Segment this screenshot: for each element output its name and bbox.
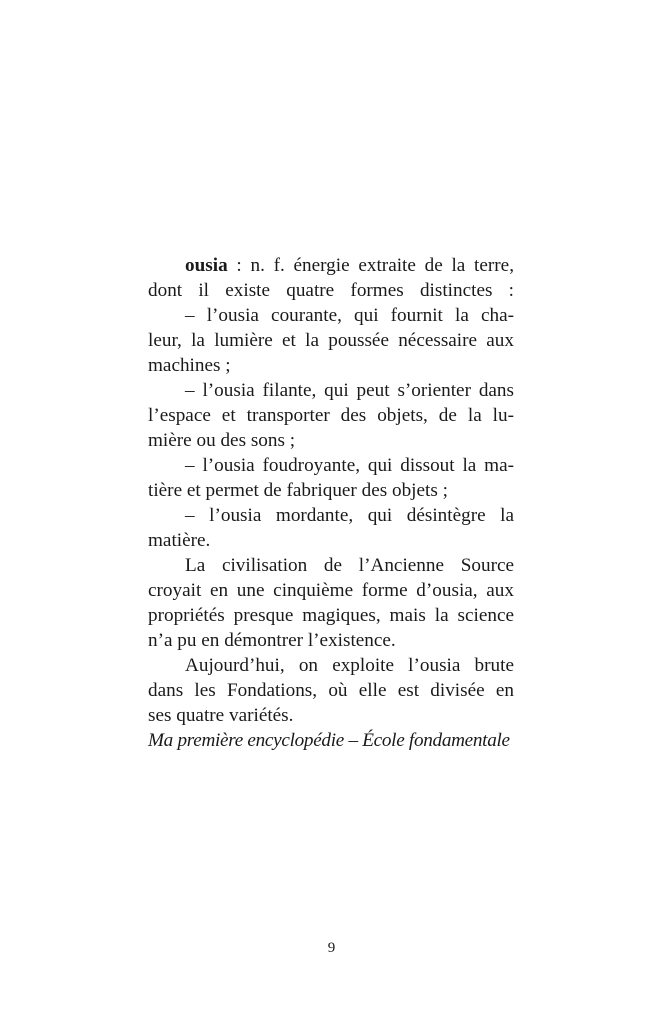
text-line: l’espace et transporter des objets, de la lu- [148, 405, 514, 426]
text-line: machines ; [148, 355, 231, 376]
text-line: La civilisation de l’Ancienne Source [185, 555, 514, 576]
text-line: – l’ousia courante, qui fournit la cha- [185, 305, 514, 326]
encyclopedia-entry [148, 253, 514, 753]
text-line: Aujourd’hui, on exploite l’ousia brute [185, 655, 514, 676]
text-line: leur, la lumière et la poussée nécessaire aux [148, 330, 514, 351]
text-line: n’a pu en démontrer l’existence. [148, 630, 396, 651]
text-line: dans les Fondations, où elle est divisée en [148, 680, 514, 701]
text-line: dont il existe quatre formes distinctes : [148, 280, 514, 301]
text-line: – l’ousia filante, qui peut s’orienter dans [185, 380, 514, 401]
source-citation: Ma première encyclopédie – École fondamentale [148, 730, 510, 751]
text-line: ses quatre variétés. [148, 705, 294, 726]
text-line: mière ou des sons ; [148, 430, 296, 451]
entry-first-line [148, 253, 514, 278]
entry-term: ousia [185, 255, 228, 276]
text-line: – l’ousia mordante, qui désintègre la [185, 505, 514, 526]
page-number: 9 [327, 940, 336, 956]
entry-definition: : n. f. énergie extraite de la terre, [227, 255, 514, 276]
text-line: croyait en une cinquième forme d’ousia, aux [148, 580, 514, 601]
text-line: propriétés presque magiques, mais la science [148, 605, 514, 626]
text-line: tière et permet de fabriquer des objets ; [148, 480, 448, 501]
text-line: – l’ousia foudroyante, qui dissout la ma- [185, 455, 514, 476]
text-line: matière. [148, 530, 211, 551]
